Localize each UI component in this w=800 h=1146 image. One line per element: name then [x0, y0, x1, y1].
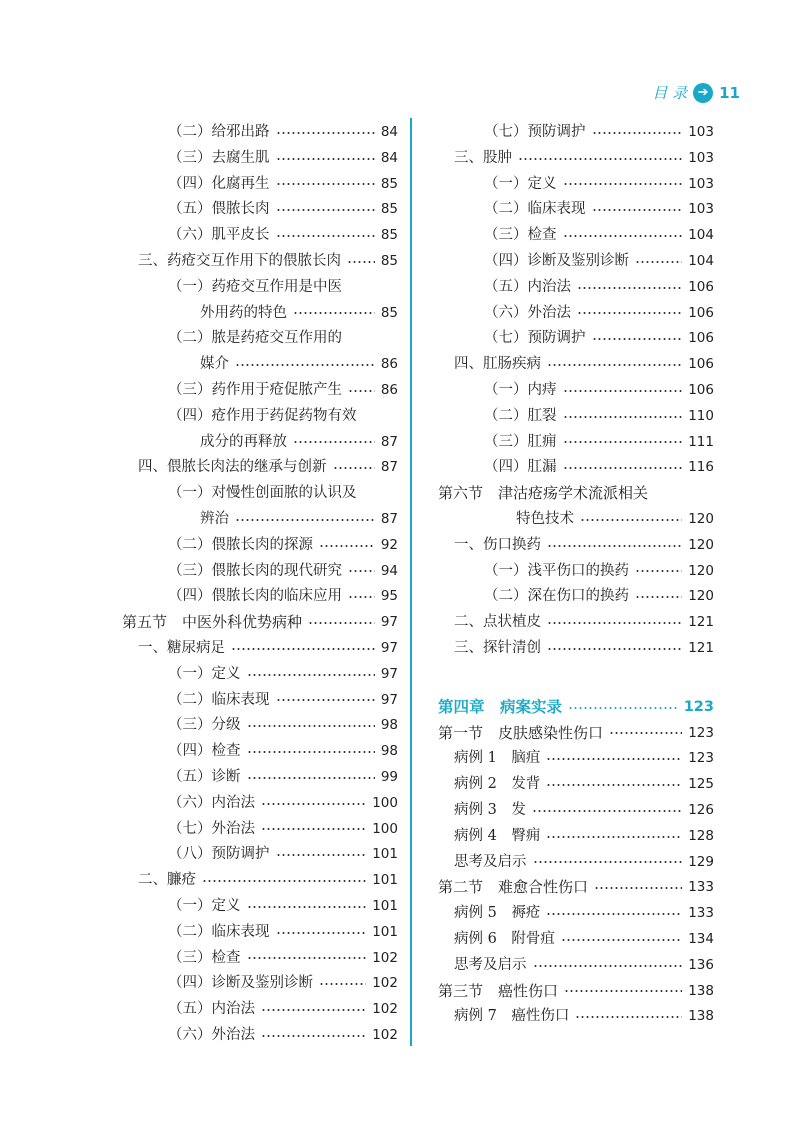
toc-page-number: 106: [688, 304, 714, 321]
toc-entry-title: （七）预防调护: [484, 124, 586, 140]
toc-entry-title: 病例 5 褥疮: [454, 905, 541, 922]
toc-page-number: 102: [372, 949, 398, 966]
toc-dot-leader: [348, 596, 375, 598]
toc-entry[interactable]: [438, 197, 714, 223]
toc-dot-leader: [546, 784, 682, 786]
toc-entry-title: （二）临床表现: [168, 691, 270, 708]
toc-page-number: 106: [688, 278, 714, 295]
toc-entry[interactable]: [438, 301, 714, 327]
toc-entry[interactable]: [438, 746, 714, 772]
toc-entry[interactable]: [438, 927, 714, 953]
toc-right-column: [438, 120, 714, 1030]
toc-entry[interactable]: [438, 172, 714, 198]
toc-entry[interactable]: [122, 301, 398, 327]
toc-page-number: 94: [380, 562, 398, 579]
toc-page-number: 84: [380, 124, 398, 140]
toc-page-number: 129: [688, 853, 714, 870]
toc-page-number: 102: [372, 975, 398, 992]
toc-entry[interactable]: [122, 688, 398, 714]
toc-entry[interactable]: [122, 404, 398, 430]
toc-entry-title: 第六节 津沽疮疡学术流派相关: [438, 484, 649, 503]
toc-dot-leader: [635, 570, 682, 572]
toc-entry[interactable]: [122, 146, 398, 172]
toc-page-number: 85: [380, 304, 398, 321]
toc-page-number: 97: [380, 614, 398, 631]
toc-entry[interactable]: [122, 507, 398, 533]
toc-page-number: 87: [380, 510, 398, 527]
toc-page-number: 87: [380, 459, 398, 476]
toc-page-number: 134: [688, 930, 714, 947]
toc-page-number: 97: [380, 665, 398, 682]
toc-page-number: 102: [372, 1026, 398, 1043]
toc-dot-leader: [293, 441, 375, 443]
toc-section[interactable]: [438, 875, 714, 901]
toc-page-number: 85: [380, 227, 398, 244]
toc-entry-title: 三、探针清创: [454, 639, 541, 656]
toc-entry-title: （二）给邪出路: [168, 124, 270, 140]
toc-entry-title: （八）预防调护: [168, 846, 270, 863]
toc-entry-title: （一）浅平伤口的换药: [484, 562, 629, 579]
toc-entry-title: 四、肛肠疾病: [454, 356, 541, 373]
toc-page-number: 103: [688, 201, 714, 218]
toc-dot-leader: [563, 235, 683, 237]
toc-section[interactable]: [438, 979, 714, 1005]
toc-dot-leader: [261, 803, 366, 805]
toc-entry-title: 第二节 难愈合性伤口: [438, 878, 589, 897]
toc-dot-leader: [247, 906, 367, 908]
toc-page-number: 95: [380, 588, 398, 605]
toc-dot-leader: [609, 732, 682, 734]
toc-chapter[interactable]: [438, 695, 714, 721]
toc-page-number: 104: [688, 252, 714, 269]
toc-dot-leader: [577, 312, 682, 314]
toc-dot-leader: [247, 957, 367, 959]
toc-entry[interactable]: [122, 894, 398, 920]
toc-entry-title: 三、药疮交互作用下的偎脓长肉: [138, 252, 341, 269]
toc-entry-title: （四）肛漏: [484, 459, 557, 476]
toc-dot-leader: [575, 1016, 682, 1018]
toc-dot-leader: [348, 390, 375, 392]
toc-entry[interactable]: [122, 817, 398, 843]
toc-entry-title: （一）定义: [168, 665, 241, 682]
toc-entry-title: （四）化腐再生: [168, 175, 270, 192]
toc-page-number: 100: [372, 794, 398, 811]
toc-dot-leader: [276, 158, 375, 160]
toc-entry[interactable]: [438, 850, 714, 876]
toc-entry-title: （一）定义: [168, 897, 241, 914]
toc-entry-title: 辨治: [200, 510, 229, 527]
toc-entry-title: （三）药作用于疮促脓产生: [168, 381, 342, 398]
toc-dot-leader: [547, 648, 682, 650]
toc-dot-leader: [564, 990, 682, 992]
toc-entry[interactable]: [438, 455, 714, 481]
toc-entry-title: （一）对慢性创面脓的认识及: [168, 485, 357, 502]
toc-entry-title: （五）偎脓长肉: [168, 201, 270, 218]
toc-page-number: 133: [688, 905, 714, 922]
toc-dot-leader: [293, 312, 375, 314]
toc-entry[interactable]: [438, 507, 714, 533]
toc-entry[interactable]: [122, 662, 398, 688]
toc-dot-leader: [319, 545, 375, 547]
toc-dot-leader: [247, 725, 375, 727]
toc-entry-title: 特色技术: [516, 510, 574, 527]
toc-page-number: 116: [688, 459, 714, 476]
toc-entry[interactable]: [122, 765, 398, 791]
toc-entry-title: 一、糖尿病足: [138, 639, 225, 656]
toc-dot-leader: [518, 158, 682, 160]
toc-dot-leader: [235, 364, 375, 366]
toc-entry-title: （三）偎脓长肉的现代研究: [168, 562, 342, 579]
toc-dot-leader: [577, 287, 682, 289]
toc-dot-leader: [580, 519, 682, 521]
toc-entry-title: （六）内治法: [168, 794, 255, 811]
toc-entry[interactable]: [438, 326, 714, 352]
toc-page-number: 85: [380, 252, 398, 269]
toc-entry-title: （三）检查: [168, 949, 241, 966]
toc-page-number: 121: [688, 614, 714, 631]
toc-page-number: 128: [688, 827, 714, 844]
toc-entry[interactable]: [122, 249, 398, 275]
toc-page-number: 138: [688, 1008, 714, 1025]
toc-entry-title: 第四章 病案实录: [438, 697, 563, 716]
toc-entry[interactable]: [122, 971, 398, 997]
toc-page-number: 106: [688, 381, 714, 398]
toc-entry-title: （七）预防调护: [484, 330, 586, 347]
toc-entry-title: （六）肌平皮长: [168, 227, 270, 244]
toc-entry[interactable]: [122, 120, 398, 146]
toc-entry[interactable]: [122, 326, 398, 352]
toc-entry-title: 思考及启示: [454, 853, 527, 870]
toc-entry[interactable]: [122, 584, 398, 610]
toc-dot-leader: [319, 983, 366, 985]
toc-dot-leader: [547, 622, 682, 624]
toc-page-number: 97: [380, 691, 398, 708]
toc-entry-title: 三、股肿: [454, 149, 512, 166]
toc-entry-title: （二）临床表现: [168, 923, 270, 940]
toc-page-number: 123: [688, 724, 714, 741]
toc-page-number: 126: [688, 801, 714, 818]
toc-left-column: [122, 120, 398, 1049]
toc-dot-leader: [546, 913, 682, 915]
toc-page-number: 106: [688, 356, 714, 373]
toc-dot-leader: [247, 674, 375, 676]
toc-entry[interactable]: [122, 455, 398, 481]
toc-entry[interactable]: [122, 533, 398, 559]
toc-dot-leader: [235, 519, 375, 521]
toc-page-number: 100: [372, 820, 398, 837]
toc-entry[interactable]: [438, 120, 714, 146]
toc-entry-title: （二）临床表现: [484, 201, 586, 218]
toc-dot-leader: [592, 338, 683, 340]
toc-dot-leader: [563, 390, 683, 392]
toc-dot-leader: [308, 622, 375, 624]
toc-entry-title: 二、臁疮: [138, 872, 196, 889]
toc-entry-title: 第三节 癌性伤口: [438, 981, 559, 1000]
toc-entry[interactable]: [438, 559, 714, 585]
toc-entry[interactable]: [122, 636, 398, 662]
toc-page-number: 104: [688, 227, 714, 244]
toc-page-number: 125: [688, 776, 714, 793]
toc-page-number: 101: [372, 897, 398, 914]
toc-page-number: 99: [380, 768, 398, 785]
toc-entry[interactable]: [438, 824, 714, 850]
toc-dot-leader: [202, 880, 366, 882]
toc-page-number: 98: [380, 743, 398, 760]
toc-entry[interactable]: [438, 772, 714, 798]
toc-entry-title: （五）内治法: [168, 1001, 255, 1018]
toc-page-number: 103: [688, 175, 714, 192]
toc-entry[interactable]: [122, 997, 398, 1023]
toc-dot-leader: [276, 132, 375, 134]
toc-page-number: 85: [380, 175, 398, 192]
toc-dot-leader: [276, 854, 367, 856]
toc-page-number: 120: [688, 562, 714, 579]
toc-dot-leader: [546, 836, 682, 838]
header-label: 目 录: [652, 84, 688, 102]
toc-dot-leader: [561, 939, 682, 941]
toc-entry-title: 成分的再释放: [200, 433, 287, 450]
toc-dot-leader: [276, 183, 375, 185]
toc-page-number: 101: [372, 872, 398, 889]
toc-dot-leader: [533, 965, 683, 967]
toc-dot-leader: [594, 887, 682, 889]
toc-entry[interactable]: [122, 197, 398, 223]
toc-entry-title: （二）肛裂: [484, 407, 557, 424]
toc-page-number: 101: [372, 923, 398, 940]
toc-dot-leader: [276, 235, 375, 237]
toc-page-number: 98: [380, 717, 398, 734]
toc-page-number: 97: [380, 639, 398, 656]
toc-page-number: 84: [380, 149, 398, 166]
running-header: [652, 82, 740, 103]
toc-page-number: 102: [372, 1001, 398, 1018]
toc-entry[interactable]: [438, 146, 714, 172]
toc-entry[interactable]: [438, 584, 714, 610]
toc-page-number: 103: [688, 149, 714, 166]
toc-entry-title: （四）疮作用于药促药物有效: [168, 407, 357, 424]
toc-dot-leader: [276, 209, 375, 211]
toc-entry-title: （五）内治法: [484, 278, 571, 295]
toc-dot-leader: [592, 132, 683, 134]
toc-entry[interactable]: [122, 223, 398, 249]
toc-entry[interactable]: [438, 953, 714, 979]
toc-dot-leader: [533, 861, 683, 863]
toc-entry-title: 病例 3 发: [454, 801, 526, 818]
toc-entry-title: 病例 4 臀痈: [454, 827, 541, 844]
toc-page-number: 123: [688, 750, 714, 767]
toc-entry[interactable]: [438, 901, 714, 927]
toc-section[interactable]: [438, 481, 714, 507]
toc-entry[interactable]: [122, 739, 398, 765]
toc-dot-leader: [347, 261, 375, 263]
toc-dot-leader: [563, 441, 683, 443]
toc-page-number: 136: [688, 956, 714, 973]
toc-page-number: 120: [688, 588, 714, 605]
toc-entry[interactable]: [438, 636, 714, 662]
toc-dot-leader: [247, 777, 375, 779]
toc-page-number: 103: [688, 124, 714, 140]
toc-entry[interactable]: [438, 533, 714, 559]
toc-page-number: 86: [380, 356, 398, 373]
toc-entry-title: （七）外治法: [168, 820, 255, 837]
toc-entry[interactable]: [122, 378, 398, 404]
toc-page-number: 92: [380, 536, 398, 553]
toc-entry[interactable]: [122, 172, 398, 198]
toc-entry[interactable]: [438, 275, 714, 301]
toc-page-number: 106: [688, 330, 714, 347]
toc-entry-title: （三）去腐生肌: [168, 149, 270, 166]
toc-page-number: 138: [688, 982, 714, 999]
toc-entry[interactable]: [122, 559, 398, 585]
toc-dot-leader: [546, 758, 682, 760]
toc-entry-title: 外用药的特色: [200, 304, 287, 321]
toc-entry[interactable]: [438, 404, 714, 430]
page-number: 11: [719, 83, 740, 102]
toc-entry-title: （四）诊断及鉴别诊断: [484, 252, 629, 269]
toc-page-number: 123: [683, 698, 714, 715]
toc-entry-title: （四）诊断及鉴别诊断: [168, 975, 313, 992]
toc-entry-title: （五）诊断: [168, 768, 241, 785]
toc-entry[interactable]: [122, 352, 398, 378]
toc-entry[interactable]: [438, 249, 714, 275]
toc-entry-title: 第五节 中医外科优势病种: [122, 613, 303, 632]
toc-entry-title: 病例 6 附骨疽: [454, 930, 555, 947]
toc-entry-title: （六）外治法: [484, 304, 571, 321]
toc-entry[interactable]: [122, 791, 398, 817]
toc-entry[interactable]: [438, 352, 714, 378]
toc-dot-leader: [247, 751, 375, 753]
toc-entry-title: （一）定义: [484, 175, 557, 192]
toc-entry[interactable]: [438, 378, 714, 404]
toc-entry-title: 四、偎脓长肉法的继承与创新: [138, 459, 327, 476]
toc-entry[interactable]: [438, 1004, 714, 1030]
toc-page-number: 121: [688, 639, 714, 656]
toc-page-number: 110: [688, 407, 714, 424]
toc-entry[interactable]: [122, 430, 398, 456]
toc-entry-title: （六）外治法: [168, 1026, 255, 1043]
toc-entry-title: 二、点状植皮: [454, 614, 541, 631]
toc-entry-title: （三）分级: [168, 717, 241, 734]
toc-entry-title: （三）检查: [484, 227, 557, 244]
toc-entry-title: （二）脓是药疮交互作用的: [168, 330, 342, 347]
toc-entry[interactable]: [122, 481, 398, 507]
toc-dot-leader: [568, 707, 678, 709]
toc-section[interactable]: [122, 610, 398, 636]
toc-entry[interactable]: [438, 610, 714, 636]
toc-entry-title: （二）偎脓长肉的探源: [168, 536, 313, 553]
toc-dot-leader: [261, 1009, 366, 1011]
toc-entry-title: （四）检查: [168, 743, 241, 760]
toc-entry[interactable]: [122, 946, 398, 972]
toc-dot-leader: [563, 183, 683, 185]
toc-dot-leader: [635, 261, 682, 263]
toc-entry[interactable]: [438, 223, 714, 249]
arrow-right-icon: ➔: [693, 83, 713, 103]
toc-entry[interactable]: [438, 430, 714, 456]
toc-entry-title: （三）肛痈: [484, 433, 557, 450]
toc-dot-leader: [333, 467, 375, 469]
toc-entry[interactable]: [122, 275, 398, 301]
toc-entry-title: （二）深在伤口的换药: [484, 588, 629, 605]
toc-dot-leader: [348, 570, 375, 572]
toc-entry-title: 病例 7 癌性伤口: [454, 1008, 570, 1025]
toc-entry-title: （四）偎脓长肉的临床应用: [168, 588, 342, 605]
toc-page-number: 86: [380, 381, 398, 398]
toc-dot-leader: [592, 209, 683, 211]
toc-entry[interactable]: [122, 920, 398, 946]
toc-spacer: [438, 662, 714, 695]
toc-dot-leader: [547, 545, 682, 547]
toc-entry-title: 思考及启示: [454, 956, 527, 973]
toc-page-number: 133: [688, 879, 714, 896]
toc-dot-leader: [231, 648, 375, 650]
toc-dot-leader: [276, 932, 367, 934]
toc-entry[interactable]: [122, 713, 398, 739]
toc-page-number: 120: [688, 510, 714, 527]
toc-entry-title: 病例 1 脑疽: [454, 750, 541, 767]
toc-page-number: 87: [380, 433, 398, 450]
toc-dot-leader: [563, 416, 683, 418]
toc-entry-title: （一）内痔: [484, 381, 557, 398]
toc-entry-title: （一）药疮交互作用是中医: [168, 278, 342, 295]
toc-page-number: 101: [372, 846, 398, 863]
toc-dot-leader: [276, 699, 375, 701]
toc-dot-leader: [563, 467, 683, 469]
toc-entry[interactable]: [122, 842, 398, 868]
toc-entry-title: 第一节 皮肤感染性伤口: [438, 723, 604, 742]
toc-dot-leader: [261, 828, 366, 830]
toc-entry[interactable]: [122, 1023, 398, 1049]
toc-dot-leader: [532, 810, 682, 812]
toc-page-number: 120: [688, 536, 714, 553]
toc-entry[interactable]: [122, 868, 398, 894]
toc-dot-leader: [547, 364, 682, 366]
toc-page-number: 85: [380, 201, 398, 218]
toc-entry-title: 媒介: [200, 356, 229, 373]
toc-dot-leader: [635, 596, 682, 598]
toc-entry[interactable]: [438, 798, 714, 824]
column-divider: [410, 118, 412, 1046]
toc-dot-leader: [261, 1035, 366, 1037]
toc-section[interactable]: [438, 721, 714, 747]
toc-page-number: 111: [688, 433, 714, 450]
toc-entry-title: 病例 2 发背: [454, 776, 541, 793]
toc-entry-title: 一、伤口换药: [454, 536, 541, 553]
